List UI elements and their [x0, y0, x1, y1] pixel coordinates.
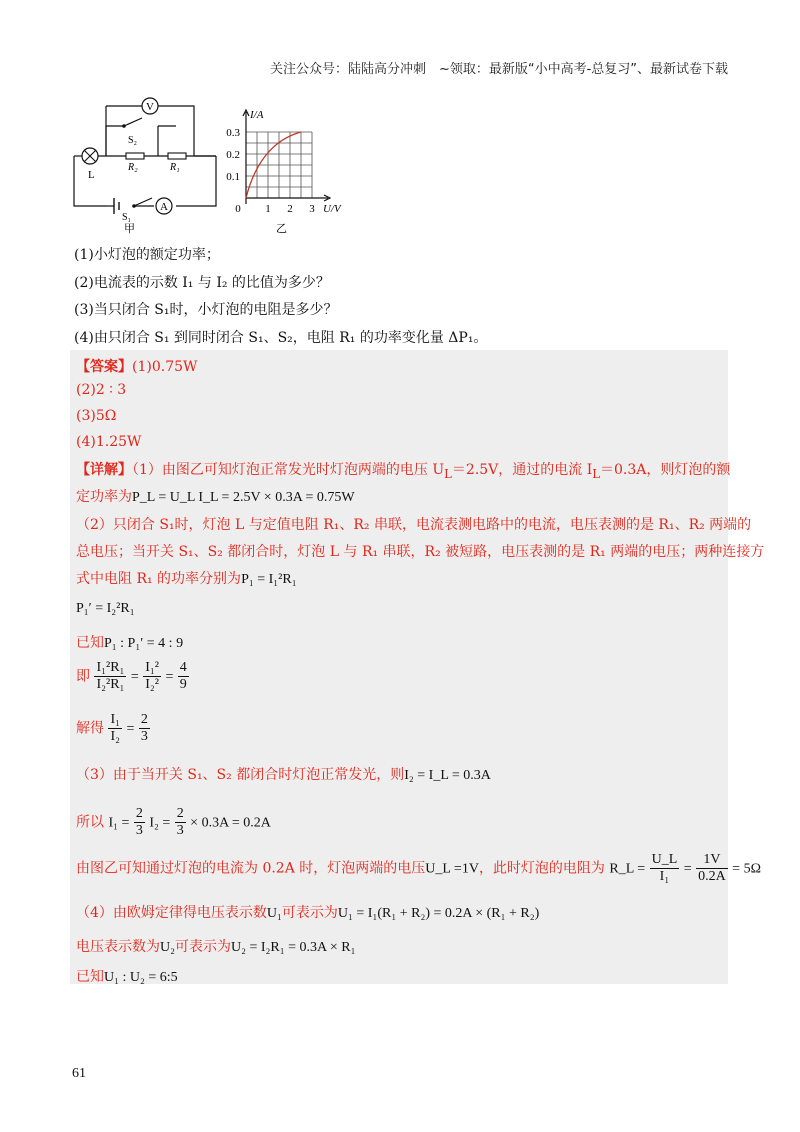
voltage-u1-formula: U₁ = I₁(R₁ + R₂) = 0.2A × (R₁ + R₂): [337, 906, 540, 921]
fraction: $\frac{1V}{0.2A}$: [698, 852, 726, 884]
page-number: 61: [72, 1066, 86, 1081]
detail-line-4: 总电压；当开关 S₁、S₂ 都闭合时，灯泡 L 与 R₁ 串联，R₂ 被短路，电压表测的是 R₁ 两端的电压；两种连接方: [76, 544, 765, 560]
power-formula-1: P₁ = I₁²R₁: [241, 572, 297, 587]
x-tick-label: 2: [287, 203, 293, 215]
answer-2: (2)2 ∶ 3: [76, 382, 127, 398]
resistor-r2-label: R₂: [128, 162, 138, 173]
resistor-r2: [126, 153, 144, 159]
detail-line-12: 由图乙可知通过灯泡的电流为 0.2A 时，灯泡两端的电压U_L =1V，此时灯泡的电阻为 R_L = $\frac{U\_L}{\text{I₁}}$ = $\frac{1V}{0.2A}$ = 5Ω: [76, 852, 761, 884]
switch-s1-blade: [134, 198, 152, 206]
switch-s2-blade: [124, 118, 142, 126]
power-ratio: P₁ : P₁′ = 4 : 9: [104, 636, 184, 651]
resistor-r1-label: R₁: [170, 162, 180, 173]
y-tick-label: 0.1: [226, 171, 240, 183]
y-tick-label: 0.3: [226, 127, 240, 139]
fraction: $\frac{2}{3}$: [176, 806, 184, 838]
detail-tag: 【详解】: [76, 462, 132, 478]
detail-line-10: （3）由于当开关 S₁、S₂ 都闭合时灯泡正常发光，则I₂ = I_L = 0.3A: [76, 767, 491, 783]
answer-1: (1)0.75W: [132, 359, 198, 375]
resistor-r1: [168, 153, 186, 159]
detail-line-7: 已知P₁ : P₁′ = 4 : 9: [76, 635, 184, 651]
graph-caption: 乙: [276, 223, 287, 235]
switch-s2-label: S₂: [128, 135, 138, 146]
fraction: $\frac{U\_L}{\text{I₁}}$: [651, 852, 678, 884]
voltage-ratio: U₁ : U₂ = 6:5: [104, 970, 178, 985]
fraction: $\frac{2}{3}$: [135, 806, 143, 838]
voltmeter-label: V: [146, 101, 154, 113]
answer-4: (4)1.25W: [76, 434, 142, 450]
voltage-u2-formula: U₂ = I₂R₁ = 0.3A × R₁: [231, 940, 356, 955]
rated-power-formula: P_L = U_L I_L = 2.5V × 0.3A = 0.75W: [132, 490, 355, 505]
x-axis-label: U/V: [323, 203, 341, 215]
detail-line-5: 式中电阻 R₁ 的功率分别为P₁ = I₁²R₁: [76, 571, 297, 587]
figure-area: [66, 96, 366, 236]
question-4: (4)由只闭合 S₁ 到同时闭合 S₁、S₂，电阻 R₁ 的功率变化量 ΔP₁。: [74, 330, 488, 346]
question-3: (3)当只闭合 S₁时，小灯泡的电阻是多少？: [74, 302, 338, 318]
current-equation: I₂ = I_L = 0.3A: [404, 768, 491, 783]
answer-line-1: [76, 356, 197, 376]
detail-line-15: 已知U₁ : U₂ = 6:5: [76, 969, 178, 985]
detail-line-8: 即 $\frac{\text{I₁²R₁}}{\text{I₂²R₁}}$ = $\frac{\text{I₁²}}{\text{I₂²}}$ = $\frac{4}{9}$: [76, 660, 187, 692]
detail-line-14: 电压表示数为U₂可表示为U₂ = I₂R₁ = 0.3A × R₁: [76, 939, 356, 955]
x-tick-label: 1: [265, 203, 271, 215]
battery-symbol: [114, 198, 119, 214]
power-formula-2: P₁′ = I₂²R₁: [76, 601, 135, 616]
question-2: (2)电流表的示数 I₁ 与 I₂ 的比值为多少？: [74, 275, 330, 291]
x-tick-label: 3: [309, 203, 315, 215]
fraction: $\frac{4}{9}$: [179, 660, 187, 692]
detail-line-1: 【详解】（1）由图乙可知灯泡正常发光时灯泡两端的电压 $U_L=2.5V$，通过的电流 $I_L=0.3A$，则灯泡的额: [76, 462, 731, 481]
answer-3: (3)5Ω: [76, 408, 117, 424]
ammeter-label: A: [160, 201, 168, 213]
detail-line-6: [76, 600, 135, 617]
fraction: $\frac{\text{I₁}}{\text{I₂}}$: [110, 712, 120, 744]
y-tick-label: 0.2: [226, 149, 240, 161]
fraction: $\frac{2}{3}$: [140, 712, 148, 744]
page-header: 关注公众号：陆陆高分冲刺 ~领取：最新版“小中高考-总复习”、最新试卷下载: [269, 62, 728, 77]
switch-s1-label: S₁: [122, 212, 132, 223]
detail-line-3: （2）只闭合 S₁时，灯泡 L 与定值电阻 R₁、R₂ 串联，电流表测电路中的电流，电压表测的是 R₁、R₂ 两端的: [76, 517, 752, 533]
detail-line-9: 解得 $\frac{\text{I₁}}{\text{I₂}}$ = $\frac{2}{3}$: [76, 712, 148, 744]
iu-graph: [226, 109, 342, 235]
figure-svg: [66, 96, 366, 236]
y-axis-label: I/A: [250, 109, 264, 121]
question-1: (1)小灯泡的额定功率；: [74, 247, 220, 263]
lamp-voltage: U_L =1V: [425, 861, 479, 877]
fraction: $\frac{\text{I₁²R₁}}{\text{I₂²R₁}}$: [96, 660, 125, 692]
detail-line-13: （4）由欧姆定律得电压表示数U₁可表示为U₁ = I₁(R₁ + R₂) = 0.2A × (R₁ + R₂): [76, 905, 540, 921]
circuit-caption: 甲: [124, 223, 135, 235]
answer-tag: 【答案】: [76, 359, 132, 375]
x-tick-label: 0: [235, 203, 241, 215]
detail-line-2: 定功率为P_L = U_L I_L = 2.5V × 0.3A = 0.75W: [76, 489, 355, 505]
detail-line-11: 所以 I₁ = $\frac{2}{3}$ I₂ = $\frac{2}{3}$ × 0.3A = 0.2A: [76, 806, 271, 838]
fraction: $\frac{\text{I₁²}}{\text{I₂²}}$: [145, 660, 159, 692]
lamp-label: L: [88, 169, 95, 181]
